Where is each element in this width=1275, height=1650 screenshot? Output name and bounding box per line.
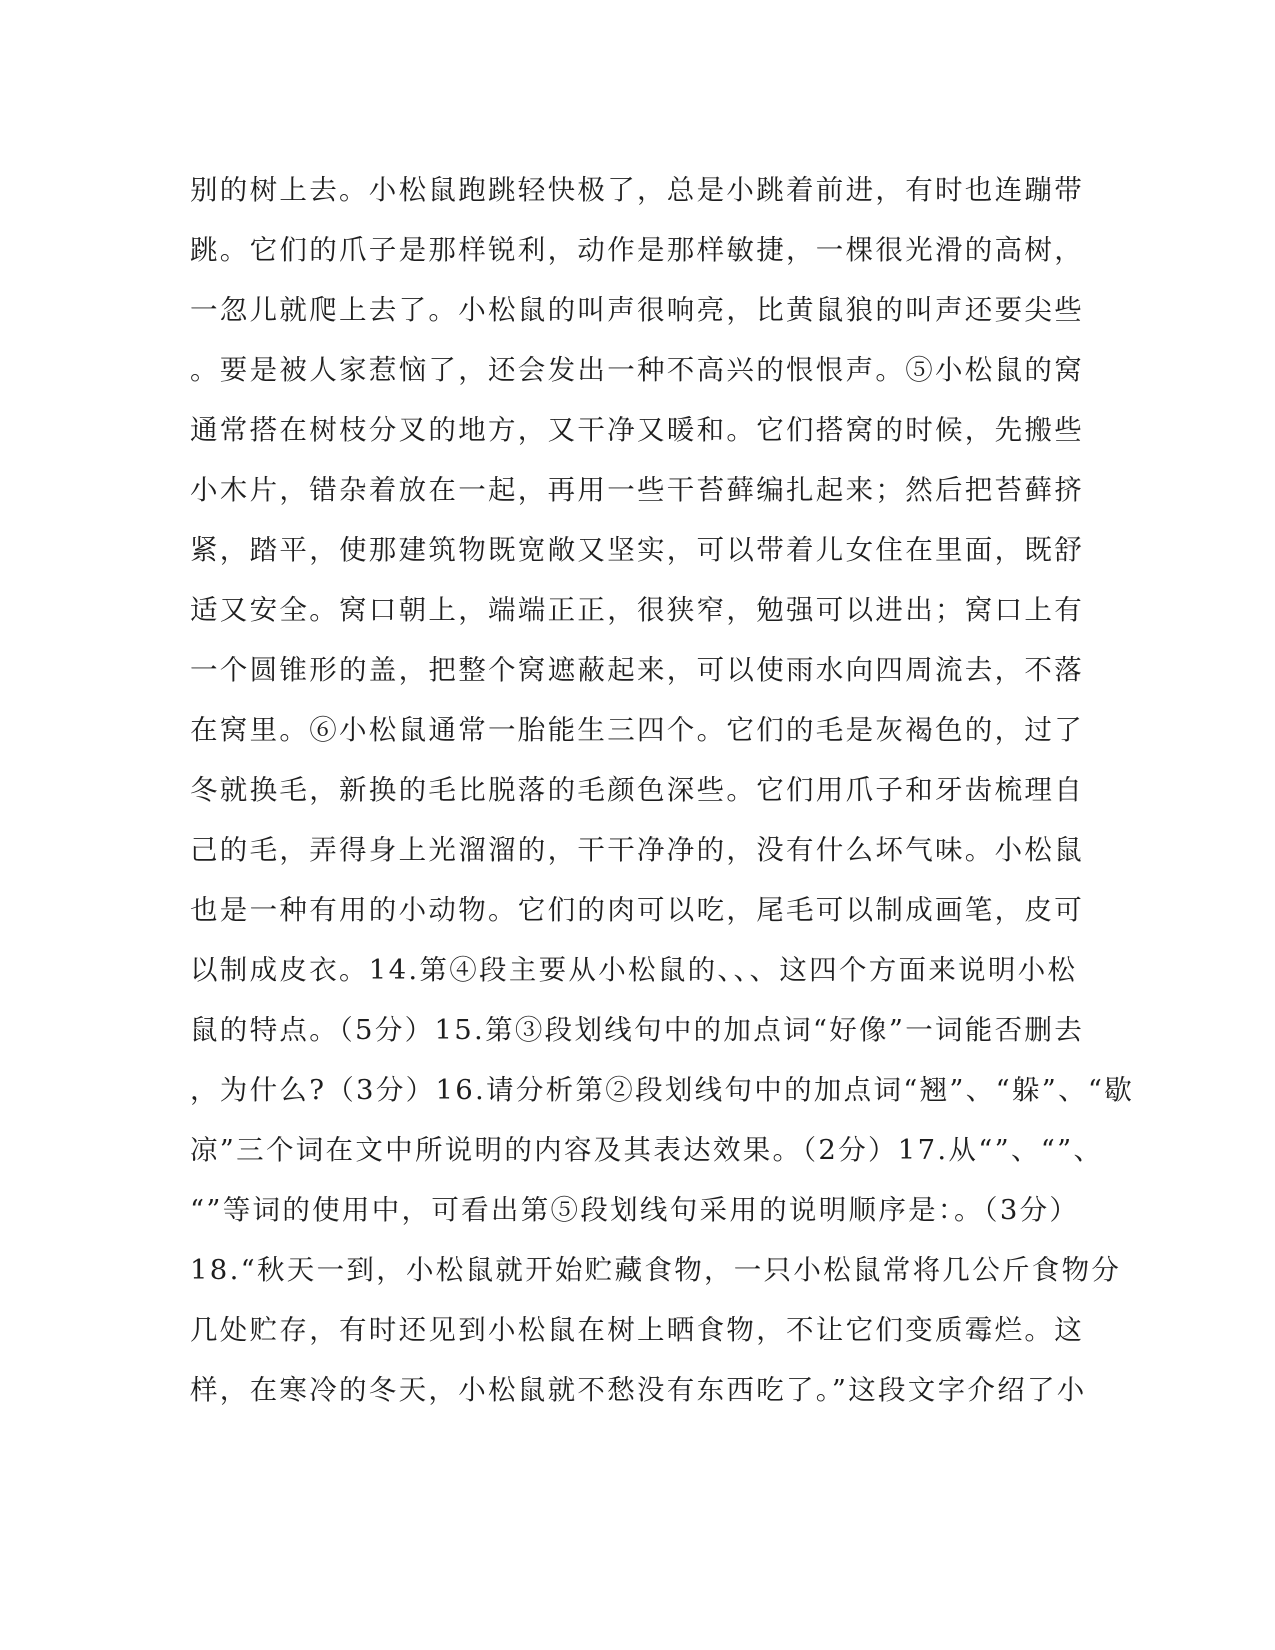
question-line: 凉”三个词在文中所说明的内容及其表达效果。（2分）17.从“”、“”、 [190, 1134, 1104, 1166]
question-line: 18.“秋天一到，小松鼠就开始贮藏食物，一只小松鼠常将几公斤食物分 [190, 1254, 1122, 1286]
text-line: 适又安全。窝口朝上，端端正正，很狭窄，勉强可以进出；窝口上有 [190, 594, 1084, 626]
text-line: 。要是被人家惹恼了，还会发出一种不高兴的恨恨声。⑤小松鼠的窝 [190, 354, 1084, 386]
text-line: 己的毛，弄得身上光溜溜的，干干净净的，没有什么坏气味。小松鼠 [190, 834, 1084, 866]
text-line: 在窝里。⑥小松鼠通常一胎能生三四个。它们的毛是灰褐色的，过了 [190, 714, 1084, 746]
question-line: 以制成皮衣。14.第④段主要从小松鼠的、、、这四个方面来说明小松 [190, 954, 1078, 986]
question-line: 几处贮存，有时还见到小松鼠在树上晒食物，不让它们变质霉烂。这 [190, 1314, 1084, 1346]
text-line: 别的树上去。小松鼠跑跳轻快极了，总是小跳着前进，有时也连蹦带 [190, 174, 1084, 206]
text-line: 也是一种有用的小动物。它们的肉可以吃，尾毛可以制成画笔，皮可 [190, 894, 1084, 926]
text-line: 小木片，错杂着放在一起，再用一些干苔藓编扎起来；然后把苔藓挤 [190, 474, 1084, 506]
question-line: “”等词的使用中，可看出第⑤段划线句采用的说明顺序是：。（3分） [190, 1194, 1080, 1226]
text-line: 通常搭在树枝分叉的地方，又干净又暖和。它们搭窝的时候，先搬些 [190, 414, 1084, 446]
text-line: 一个圆锥形的盖，把整个窝遮蔽起来，可以使雨水向四周流去，不落 [190, 654, 1084, 686]
question-line: ，为什么?（3分）16.请分析第②段划线句中的加点词“翘”、“躲”、“歇 [190, 1074, 1135, 1106]
text-line: 跳。它们的爪子是那样锐利，动作是那样敏捷，一棵很光滑的高树， [190, 234, 1084, 266]
passage-text [190, 160, 1135, 1420]
text-line: 紧，踏平，使那建筑物既宽敞又坚实，可以带着儿女住在里面，既舒 [190, 534, 1084, 566]
text-line: 一忽儿就爬上去了。小松鼠的叫声很响亮，比黄鼠狼的叫声还要尖些 [190, 294, 1084, 326]
question-line: 样，在寒冷的冬天，小松鼠就不愁没有东西吃了。”这段文字介绍了小 [190, 1374, 1087, 1406]
text-line: 冬就换毛，新换的毛比脱落的毛颜色深些。它们用爪子和牙齿梳理自 [190, 774, 1084, 806]
question-line: 鼠的特点。（5分）15.第③段划线句中的加点词“好像”一词能否删去 [190, 1014, 1084, 1046]
